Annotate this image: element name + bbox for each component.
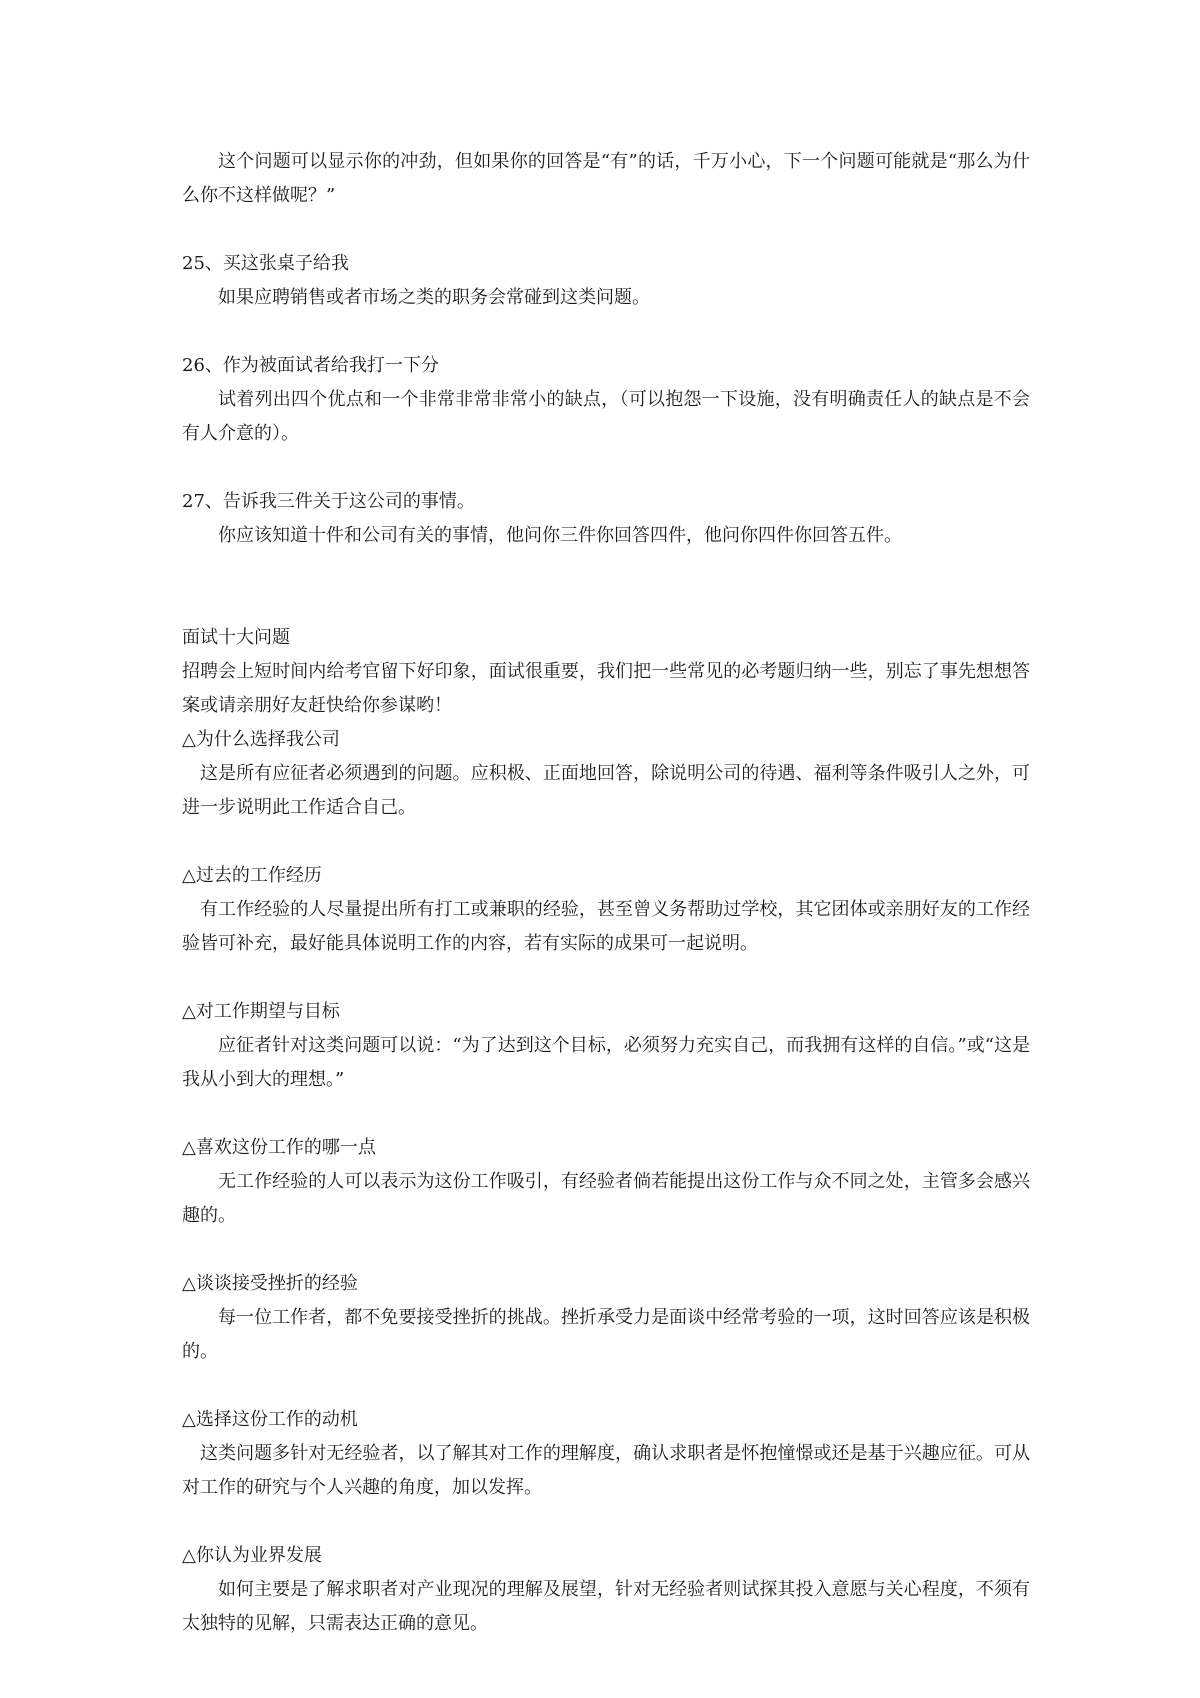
item-body: 如何主要是了解求职者对产业现况的理解及展望，针对无经验者则试探其投入意愿与关心程度，不须有太独特的见解，只需表达正确的意见。 bbox=[182, 1579, 1030, 1634]
section-item bbox=[182, 995, 1030, 1097]
question-25 bbox=[182, 247, 1030, 315]
question-answer: 试着列出四个优点和一个非常非常非常小的缺点，（可以抱怨一下设施，没有明确责任人的缺点是不会有人介意的）。 bbox=[182, 389, 1030, 444]
item-body: 这是所有应征者必须遇到的问题。应积极、正面地回答，除说明公司的待遇、福利等条件吸引人之外，可进一步说明此工作适合自己。 bbox=[182, 763, 1030, 818]
item-title: △过去的工作经历 bbox=[182, 865, 322, 886]
section-item bbox=[182, 1539, 1030, 1641]
item-body: 每一位工作者，都不免要接受挫折的挑战。挫折承受力是面谈中经常考验的一项，这时回答应该是积极的。 bbox=[182, 1307, 1030, 1362]
item-title: △对工作期望与目标 bbox=[182, 1001, 340, 1022]
section-intro: 招聘会上短时间内给考官留下好印象，面试很重要，我们把一些常见的必考题归纳一些，别忘了事先想想答案或请亲朋好友赶快给你参谋哟！ bbox=[182, 661, 1030, 716]
item-body: 这类问题多针对无经验者，以了解其对工作的理解度，确认求职者是怀抱憧憬或还是基于兴趣应征。可从对工作的研究与个人兴趣的角度，加以发挥。 bbox=[182, 1443, 1030, 1498]
section-item bbox=[182, 1403, 1030, 1505]
question-title: 26、作为被面试者给我打一下分 bbox=[182, 355, 439, 376]
question-answer: 如果应聘销售或者市场之类的职务会常碰到这类问题。 bbox=[218, 287, 650, 308]
section-item bbox=[182, 1131, 1030, 1233]
section-item bbox=[182, 1267, 1030, 1369]
section-item bbox=[182, 859, 1030, 961]
question-title: 27、告诉我三件关于这公司的事情。 bbox=[182, 491, 475, 512]
item-body: 有工作经验的人尽量提出所有打工或兼职的经验，甚至曾义务帮助过学校，其它团体或亲朋好友的工作经验皆可补充，最好能具体说明工作的内容，若有实际的成果可一起说明。 bbox=[182, 899, 1030, 954]
section-item bbox=[182, 723, 1030, 825]
item-title: △为什么选择我公司 bbox=[182, 729, 340, 750]
item-body: 应征者针对这类问题可以说：“为了达到这个目标，必须努力充实自己，而我拥有这样的自信。”或“这是我从小到大的理想。” bbox=[182, 1035, 1030, 1090]
item-title: △喜欢这份工作的哪一点 bbox=[182, 1137, 376, 1158]
item-title: △谈谈接受挫折的经验 bbox=[182, 1273, 358, 1294]
question-answer: 你应该知道十件和公司有关的事情，他问你三件你回答四件，他问你四件你回答五件。 bbox=[218, 525, 902, 546]
section-title: 面试十大问题 bbox=[182, 627, 290, 648]
question-26 bbox=[182, 349, 1030, 451]
document-page bbox=[182, 145, 1030, 1641]
question-27 bbox=[182, 485, 1030, 553]
item-title: △你认为业界发展 bbox=[182, 1545, 322, 1566]
question-title: 25、买这张桌子给我 bbox=[182, 253, 349, 274]
item-body: 无工作经验的人可以表示为这份工作吸引，有经验者倘若能提出这份工作与众不同之处，主管多会感兴趣的。 bbox=[182, 1171, 1030, 1226]
item-title: △选择这份工作的动机 bbox=[182, 1409, 358, 1430]
intro-paragraph: 这个问题可以显示你的冲劲，但如果你的回答是“有”的话，千万小心，下一个问题可能就是“那么为什么你不这样做呢？” bbox=[182, 151, 1030, 206]
